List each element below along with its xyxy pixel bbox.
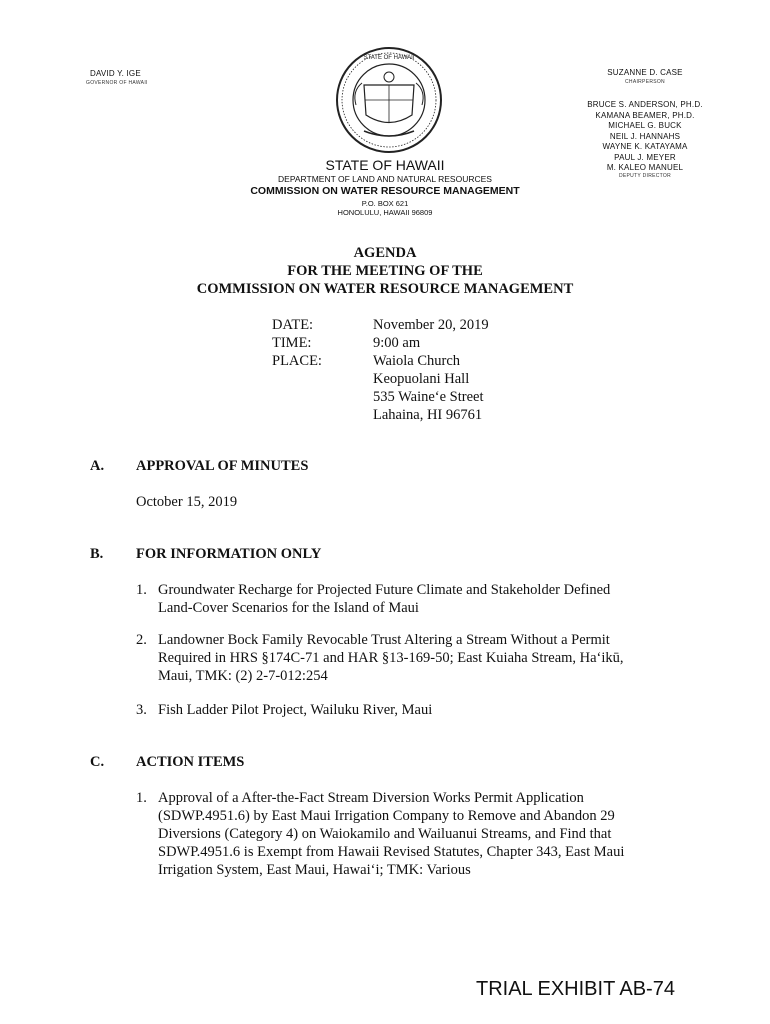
commissioner-name: MICHAEL G. BUCK <box>608 121 682 130</box>
exhibit-stamp: TRIAL EXHIBIT AB-74 <box>476 978 675 1000</box>
list-item <box>158 631 624 685</box>
list-item-line: Landowner Bock Family Revocable Trust Altering a Stream Without a Permit <box>158 632 610 648</box>
section-title: ACTION ITEMS <box>136 754 245 770</box>
commissioner-name: BRUCE S. ANDERSON, PH.D. <box>587 100 703 109</box>
list-item-line: Land-Cover Scenarios for the Island of Maui <box>158 600 419 616</box>
list-item <box>158 789 624 879</box>
section-title: FOR INFORMATION ONLY <box>136 546 322 562</box>
deputy-title: DEPUTY DIRECTOR <box>618 173 672 179</box>
meeting-place-line: Waiola Church <box>373 353 461 369</box>
governor-title: GOVERNOR OF HAWAII <box>86 80 148 86</box>
commissioner-name: WAYNE K. KATAYAMA <box>602 142 688 151</box>
chair-name: SUZANNE D. CASE <box>607 68 683 77</box>
agenda-title-line: COMMISSION ON WATER RESOURCE MANAGEMENT <box>196 281 574 297</box>
time-label: TIME: <box>272 335 312 351</box>
meeting-labels <box>272 316 322 370</box>
list-item <box>158 701 432 719</box>
seal-lettering: STATE OF HAWAII <box>363 55 415 61</box>
meeting-date: November 20, 2019 <box>373 317 489 333</box>
list-item-line: (SDWP.4951.6) by East Maui Irrigation Company to Remove and Abandon 29 <box>158 808 615 824</box>
list-item-number: 2. <box>136 632 147 648</box>
state-seal-logo <box>334 45 444 155</box>
commissioner-name: KAMANA BEAMER, PH.D. <box>595 110 695 120</box>
section-title: APPROVAL OF MINUTES <box>136 458 309 474</box>
city-address: HONOLULU, HAWAII 96809 <box>337 208 433 217</box>
deputy-name: M. KALEO MANUEL <box>606 163 684 172</box>
meeting-values <box>373 316 489 424</box>
meeting-place-line: 535 Waine‘e Street <box>373 389 484 405</box>
chair-title: CHAIRPERSON <box>625 79 665 85</box>
department-name: DEPARTMENT OF LAND AND NATURAL RESOURCES <box>278 174 492 184</box>
commissioner-name: NEIL J. HANNAHS <box>609 131 681 141</box>
list-item-line: Required in HRS §174C-71 and HAR §13-169-50; East Kuiaha Stream, Ha‘ikū, <box>158 650 624 666</box>
list-item-line: Groundwater Recharge for Projected Future Climate and Stakeholder Defined <box>158 582 611 598</box>
list-item-line: Diversions (Category 4) on Waiokamilo and Wailuanui Streams, and Find that <box>158 826 612 842</box>
section-letter: B. <box>90 546 104 562</box>
agenda-title-line: FOR THE MEETING OF THE <box>287 263 483 279</box>
meeting-time: 9:00 am <box>373 335 421 351</box>
state-name: STATE OF HAWAII <box>325 157 445 173</box>
meeting-place-line: Keopuolani Hall <box>373 371 470 387</box>
list-item-line: Irrigation System, East Maui, Hawai‘i; TMK: Various <box>158 862 471 878</box>
po-box: P.O. BOX 621 <box>361 199 409 208</box>
list-item <box>158 581 610 617</box>
list-item-number: 3. <box>136 702 147 718</box>
section-letter: C. <box>90 754 105 770</box>
list-item-line: SDWP.4951.6 is Exempt from Hawaii Revised Statutes, Chapter 343, East Maui <box>158 844 625 860</box>
place-label: PLACE: <box>272 353 322 369</box>
agenda-title <box>135 244 635 298</box>
commissioner-name: PAUL J. MEYER <box>614 152 676 162</box>
agenda-title-line: AGENDA <box>353 245 417 261</box>
list-item-line: Fish Ladder Pilot Project, Wailuku River, Maui <box>158 702 433 718</box>
list-item-number: 1. <box>136 582 147 598</box>
date-label: DATE: <box>272 317 314 333</box>
section-letter: A. <box>90 458 105 474</box>
list-item-line: Approval of a After-the-Fact Stream Diversion Works Permit Application <box>158 790 584 806</box>
commission-name: COMMISSION ON WATER RESOURCE MANAGEMENT <box>250 185 520 197</box>
governor-name: DAVID Y. IGE <box>90 69 141 78</box>
meeting-place-line: Lahaina, HI 96761 <box>373 407 483 423</box>
list-item-line: Maui, TMK: (2) 2-7-012:254 <box>158 668 328 684</box>
minutes-date: October 15, 2019 <box>136 494 238 510</box>
commissioner-list <box>565 100 725 163</box>
list-item-number: 1. <box>136 790 147 806</box>
